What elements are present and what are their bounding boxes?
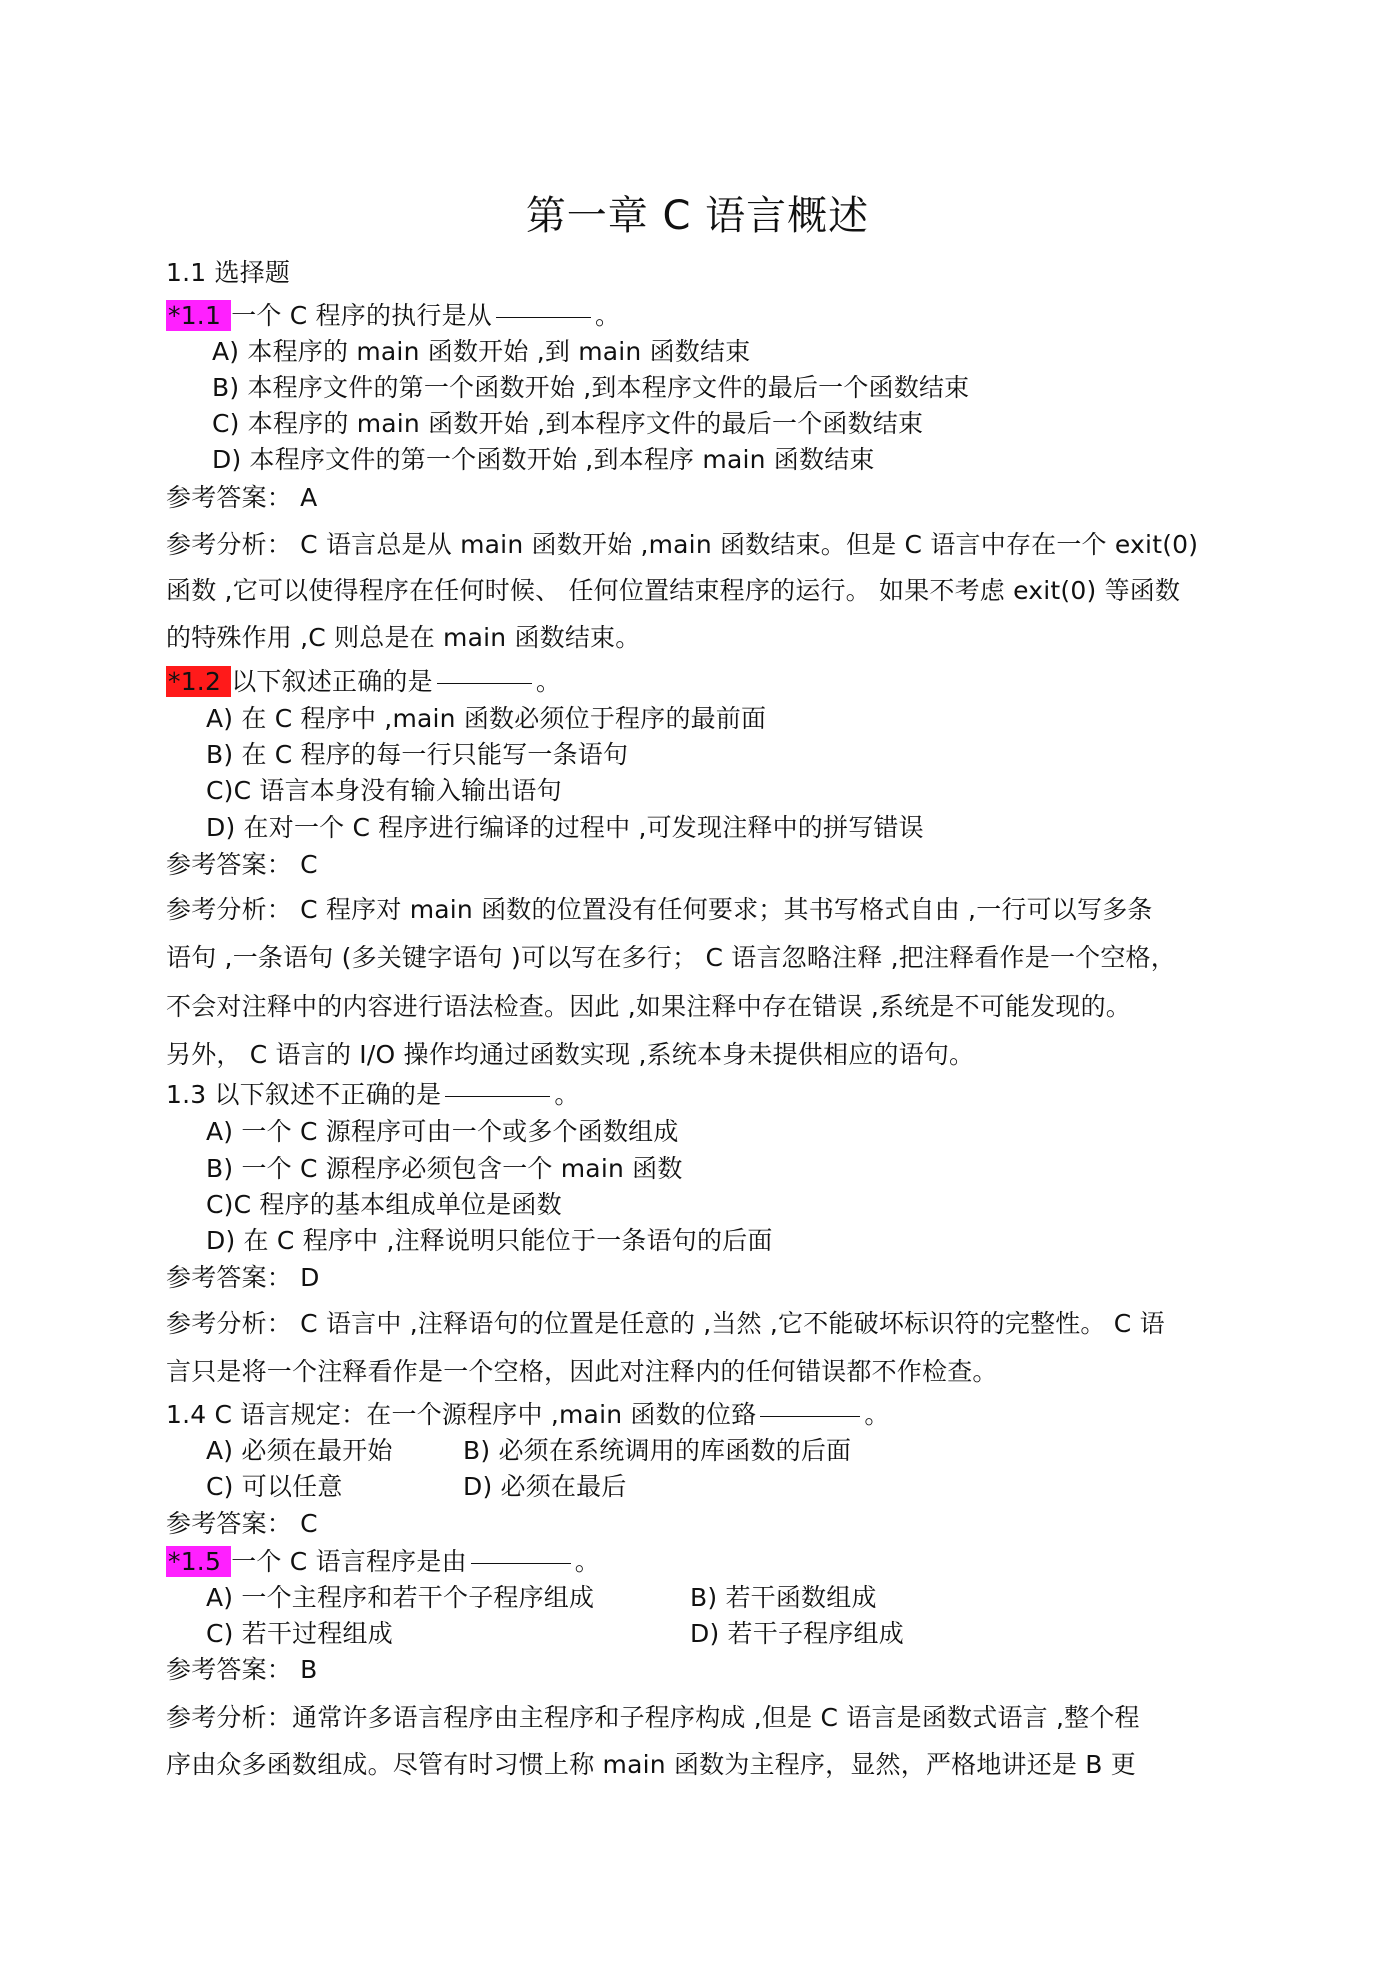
analysis-line: 言只是将一个注释看作是一个空格，因此对注释内的任何错误都不作检查。 (166, 1357, 998, 1386)
answer-blank (445, 1095, 550, 1097)
option-d: D) 必须在最后 (463, 1472, 627, 1501)
question-stem: 一个 C 语言程序是由 (231, 1547, 467, 1576)
option-a: A) 在 C 程序中 ,main 函数必须位于程序的最前面 (206, 704, 767, 733)
analysis-line: 序由众多函数组成。尽管有时习惯上称 main 函数为主程序，显然，严格地讲还是 B 更 (166, 1750, 1137, 1779)
answer-blank (496, 316, 591, 318)
option-c: C)C 语言本身没有输入输出语句 (206, 776, 562, 805)
answer-line: 参考答案： C (166, 850, 318, 879)
answer-blank (471, 1562, 571, 1564)
answer-line: 参考答案： A (166, 483, 318, 512)
option-b: B) 本程序文件的第一个函数开始 ,到本程序文件的最后一个函数结束 (212, 373, 970, 402)
question-stem: 以下叙述正确的是 (231, 667, 433, 696)
question-stem: 1.4 C 语言规定：在一个源程序中 ,main 函数的位臵 (166, 1400, 757, 1429)
analysis-line: 参考分析： C 语言中 ,注释语句的位置是任意的 ,当然 ,它不能破坏标识符的完整性。 C 语 (166, 1309, 1165, 1338)
option-b: B) 若干函数组成 (690, 1583, 877, 1612)
option-b: B) 在 C 程序的每一行只能写一条语句 (206, 740, 629, 769)
analysis-line: 函数 ,它可以使得程序在任何时候、 任何位置结束程序的运行。 如果不考虑 exit(0) 等函数 (166, 576, 1181, 605)
question-1-2: *1.2 以下叙述正确的是 。 (168, 667, 562, 696)
question-1-4: 1.4 C 语言规定：在一个源程序中 ,main 函数的位臵 。 (166, 1400, 890, 1429)
chapter-title: 第一章 C 语言概述 (525, 193, 870, 239)
analysis-line: 另外， C 语言的 I/O 操作均通过函数实现 ,系统本身未提供相应的语句。 (166, 1040, 975, 1069)
analysis-line: 语句 ,一条语句 (多关键字语句 )可以写在多行； C 语言忽略注释 ,把注释看作是一个空格， (166, 943, 1176, 972)
analysis-line: 的特殊作用 ,C 则总是在 main 函数结束。 (166, 623, 641, 652)
option-d: D) 若干子程序组成 (690, 1619, 904, 1648)
question-number-highlight: *1.5 (168, 1547, 230, 1576)
analysis-line: 参考分析： C 语言总是从 main 函数开始 ,main 函数结束。但是 C 语言中存在一个 exit(0) (166, 530, 1199, 559)
analysis-line: 参考分析： C 程序对 main 函数的位置没有任何要求；其书写格式自由 ,一行可以写多条 (166, 895, 1153, 924)
option-d: D) 在 C 程序中 ,注释说明只能位于一条语句的后面 (206, 1226, 773, 1255)
question-1-3: 1.3 以下叙述不正确的是 。 (166, 1080, 580, 1109)
answer-line: 参考答案： C (166, 1509, 318, 1538)
answer-line: 参考答案： D (166, 1263, 320, 1292)
option-d: D) 本程序文件的第一个函数开始 ,到本程序 main 函数结束 (212, 445, 875, 474)
option-a: A) 一个主程序和若干个子程序组成 (206, 1583, 595, 1612)
option-c: C) 本程序的 main 函数开始 ,到本程序文件的最后一个函数结束 (212, 409, 924, 438)
option-b: B) 必须在系统调用的库函数的后面 (463, 1436, 852, 1465)
question-stem: 1.3 以下叙述不正确的是 (166, 1080, 442, 1109)
option-a: A) 必须在最开始 (206, 1436, 393, 1465)
section-heading: 1.1 选择题 (166, 258, 291, 287)
option-a: A) 一个 C 源程序可由一个或多个函数组成 (206, 1117, 679, 1146)
option-c: C)C 程序的基本组成单位是函数 (206, 1190, 562, 1219)
answer-blank (760, 1415, 860, 1417)
option-b: B) 一个 C 源程序必须包含一个 main 函数 (206, 1154, 683, 1183)
analysis-line: 不会对注释中的内容进行语法检查。因此 ,如果注释中存在错误 ,系统是不可能发现的。 (166, 992, 1131, 1021)
question-1-1: *1.1 一个 C 程序的执行是从 。 (168, 301, 621, 330)
question-number-highlight: *1.1 (168, 301, 230, 330)
answer-line: 参考答案： B (166, 1655, 318, 1684)
question-number-highlight: *1.2 (168, 667, 230, 696)
option-c: C) 可以任意 (206, 1472, 343, 1501)
answer-blank (437, 682, 532, 684)
question-1-5: *1.5 一个 C 语言程序是由 。 (168, 1547, 600, 1576)
question-stem: 一个 C 程序的执行是从 (231, 301, 492, 330)
option-a: A) 本程序的 main 函数开始 ,到 main 函数结束 (212, 337, 751, 366)
option-d: D) 在对一个 C 程序进行编译的过程中 ,可发现注释中的拼写错误 (206, 813, 924, 842)
analysis-line: 参考分析：通常许多语言程序由主程序和子程序构成 ,但是 C 语言是函数式语言 ,整个程 (166, 1703, 1140, 1732)
option-c: C) 若干过程组成 (206, 1619, 393, 1648)
